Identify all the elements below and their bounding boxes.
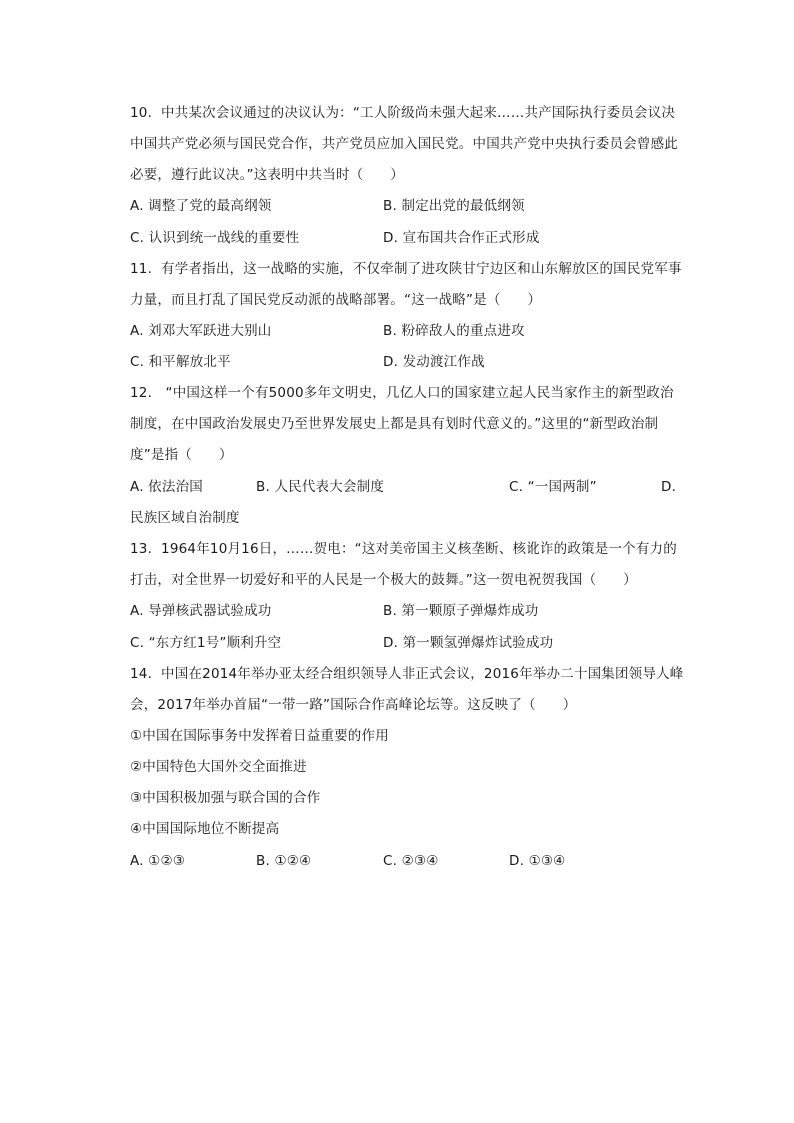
q14-stem-line-2: 会，2017年举办首届“一带一路”国际合作高峰论坛等。这反映了（ ） — [130, 697, 577, 713]
q14-statement-1: ①中国在国际事务中发挥着日益重要的作用 — [130, 728, 389, 744]
q12-stem-line-1: 12. “中国这样一个有5000多年文明史，几亿人口的国家建立起人民当家作主的新型政治 — [130, 385, 674, 401]
q12-option-d-text[interactable]: 民族区域自治制度 — [130, 510, 240, 526]
q10-stem-line-1: 10. 中共某次会议通过的决议认为：“工人阶级尚未强大起来……共产国际执行委员会议决 — [130, 105, 676, 121]
q11-option-d[interactable]: D. 发动渡江作战 — [383, 354, 485, 370]
q11-option-b[interactable]: B. 粉碎敌人的重点进攻 — [383, 323, 525, 339]
q10-option-b[interactable]: B. 制定出党的最低纲领 — [383, 198, 525, 214]
q14-statement-2: ②中国特色大国外交全面推进 — [130, 759, 307, 775]
q14-option-c[interactable]: C. ②③④ — [383, 853, 439, 869]
q13-option-b[interactable]: B. 第一颗原子弹爆炸成功 — [383, 603, 539, 619]
q10-option-d[interactable]: D. 宣布国共合作正式形成 — [383, 230, 540, 246]
q13-option-c[interactable]: C. “东方红1号”顺利升空 — [130, 635, 282, 651]
q14-statement-3: ③中国积极加强与联合国的合作 — [130, 790, 321, 806]
q10-option-a[interactable]: A. 调整了党的最高纲领 — [130, 198, 272, 214]
q12-option-b[interactable]: B. 人民代表大会制度 — [256, 479, 385, 495]
q10-stem-line-2: 中国共产党必须与国民党合作，共产党员应加入国民党。中国共产党中央执行委员会曾感此 — [130, 136, 678, 152]
q11-stem-line-1: 11. 有学者指出，这一战略的实施，不仅牵制了进攻陕甘宁边区和山东解放区的国民党军事 — [130, 261, 682, 277]
q13-option-a[interactable]: A. 导弹核武器试验成功 — [130, 603, 272, 619]
q12-option-d[interactable]: D. — [661, 479, 677, 495]
q11-stem-line-2: 力量，而且打乱了国民党反动派的战略部署。“这一战略”是（ ） — [130, 292, 542, 308]
q12-stem-line-2: 制度，在中国政治发展史乃至世界发展史上都是具有划时代意义的。”这里的“新型政治制 — [130, 416, 659, 432]
q14-option-d[interactable]: D. ①③④ — [509, 853, 566, 869]
q13-stem-line-2: 打击，对全世界一切爱好和平的人民是一个极大的鼓舞。”这一贺电祝贺我国（ ） — [130, 572, 637, 588]
q14-option-b[interactable]: B. ①②④ — [256, 853, 312, 869]
q10-option-c[interactable]: C. 认识到统一战线的重要性 — [130, 230, 300, 246]
q12-option-a[interactable]: A. 依法治国 — [130, 479, 203, 495]
q11-option-c[interactable]: C. 和平解放北平 — [130, 354, 231, 370]
q14-stem-line-1: 14. 中国在2014年举办亚太经合组织领导人非正式会议，2016年举办二十国集团领导人峰 — [130, 666, 684, 682]
q11-option-a[interactable]: A. 刘邓大军跃进大别山 — [130, 323, 272, 339]
q12-stem-line-3: 度”是指（ ） — [130, 447, 233, 463]
q13-stem-line-1: 13. 1964年10月16日，……贺电：“这对美帝国主义核垄断、核讹诈的政策是一个有力的 — [130, 541, 677, 557]
q14-option-a[interactable]: A. ①②③ — [130, 853, 186, 869]
q14-statement-4: ④中国国际地位不断提高 — [130, 821, 280, 837]
q13-option-d[interactable]: D. 第一颗氢弹爆炸试验成功 — [383, 635, 554, 651]
q10-stem-line-3: 必要，遵行此议决。”这表明中共当时（ ） — [130, 167, 404, 183]
q12-option-c[interactable]: C. “一国两制” — [509, 479, 597, 495]
